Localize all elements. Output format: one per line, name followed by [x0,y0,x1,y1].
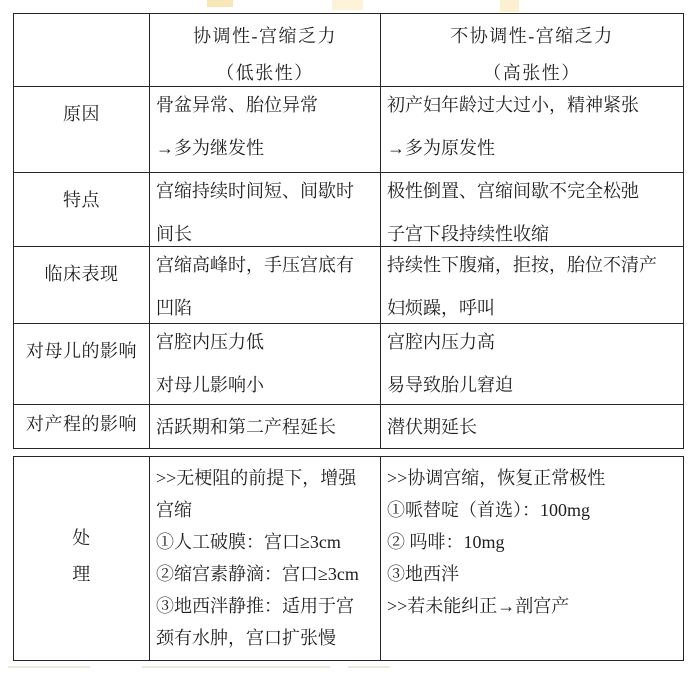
row-label-clinical: 临床表现 [14,247,150,324]
header-uncoordinated [381,14,683,87]
bleed-through-mark [348,666,390,668]
cell-labor-uncoordinated: 潜伏期延长 [387,416,477,437]
row-label-cause: 原因 [14,87,150,173]
row-label-labor: 对产程的影响 [14,405,150,448]
cell-cause-coordinated: 骨盆异常、胎位异常 →多为继发性 [150,87,381,173]
cell-mother-child-uncoordinated: 宫腔内压力高 易导致胎儿窘迫 [381,324,683,405]
header-coordinated [150,14,381,87]
header-title: 协调性-宫缩乏力 [193,26,337,46]
highlighter-mark [207,0,233,7]
cell-treatment-coordinated: >>无梗阻的前提下，增强 宫缩 ①人工破膜：宫口≥3cm ②缩宫素静滴：宫口≥3cm ③地西泮静推：适用于宫 颈有水肿，宫口扩张慢 [150,457,381,660]
bleed-through-mark [8,666,90,668]
header-subtitle: （高张性） [483,63,581,83]
cell-clinical-uncoordinated: 持续性下腹痛，拒按，胎位不清产 妇烦躁，呼叫 [381,247,683,324]
cell-treatment-uncoordinated: >>协调宫缩，恢复正常极性 ①哌替啶（首选）：100mg ② 吗啡：10mg ③地西泮 >>若未能纠正→剖宫产 [387,468,606,616]
cell-clinical-coordinated: 宫缩高峰时，手压宫底有 凹陷 [150,247,381,324]
comparison-table [13,13,684,449]
cell-features-uncoordinated: 极性倒置、宫缩间歇不完全松弛 子宫下段持续性收缩 [381,173,683,247]
row-label-features: 特点 [14,173,150,247]
header-empty-cell [14,14,150,87]
cell-features-coordinated: 宫缩持续时间短、间歇时 间长 [150,173,381,247]
highlighter-mark [500,0,519,12]
treatment-table [13,456,684,661]
cell-labor-coordinated: 活跃期和第二产程延长 [150,405,381,448]
row-label-treatment: 处 理 [14,457,150,660]
cell-mother-child-coordinated: 宫腔内压力低 对母儿影响小 [150,324,381,405]
highlighter-mark [332,0,363,10]
row-label-mother-child: 对母儿的影响 [14,324,150,405]
header-title: 不协调性-宫缩乏力 [450,26,614,46]
header-subtitle: （低张性） [216,63,314,83]
cell-cause-uncoordinated: 初产妇年龄过大过小，精神紧张 →多为原发性 [381,87,683,173]
bleed-through-mark [142,666,330,668]
